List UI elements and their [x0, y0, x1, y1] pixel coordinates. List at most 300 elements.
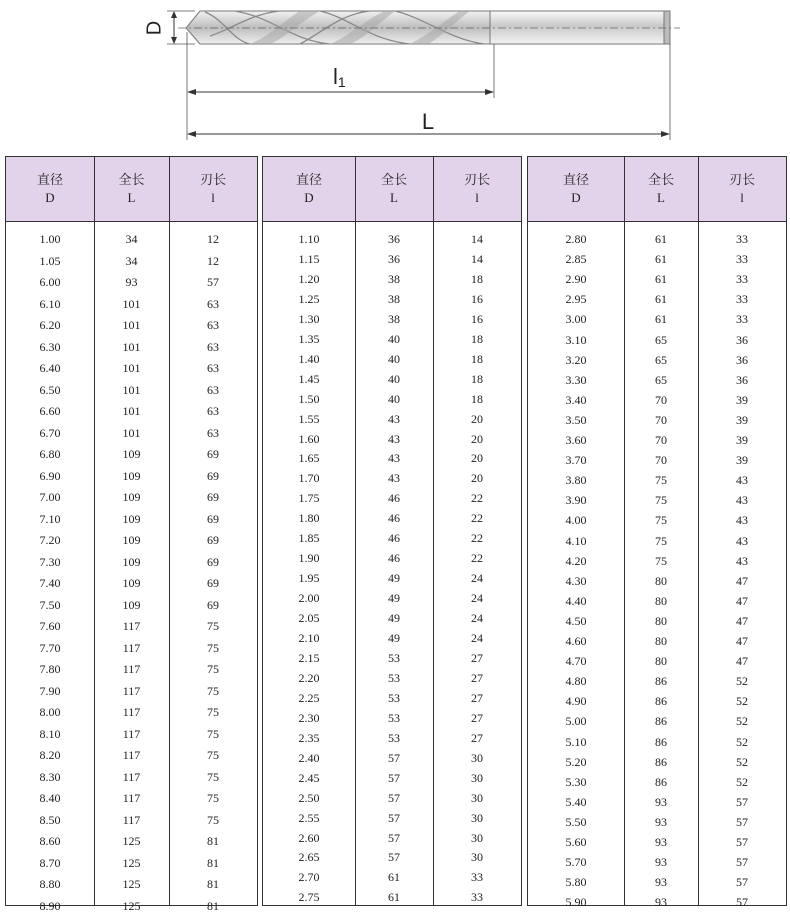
- overall-length-cell: 109: [122, 554, 141, 569]
- overall-length-cell: 117: [122, 619, 141, 633]
- overall-length-cell: 46: [388, 531, 400, 546]
- diameter-cell: 6.10: [39, 296, 61, 311]
- flute-length-cell: 75: [207, 619, 219, 633]
- header-col1: [6, 157, 94, 221]
- diameter-cell: 3.20: [565, 352, 587, 367]
- flute-length-cell: 39: [736, 412, 748, 427]
- diameter-cell: 7.30: [39, 554, 61, 569]
- flute-length-cell: 69: [207, 468, 219, 483]
- diameter-cell: 7.90: [39, 683, 61, 698]
- diameter-cell: 1.10: [298, 232, 320, 246]
- overall-length-cell: 75: [655, 553, 667, 568]
- diameter-cell: 6.90: [39, 468, 61, 483]
- diameter-cell: 5.50: [565, 814, 587, 829]
- header-symbol: D: [571, 190, 581, 205]
- diameter-cell: 2.85: [565, 252, 587, 267]
- overall-length-cell: 101: [122, 404, 141, 418]
- overall-length-cell: 86: [655, 694, 667, 709]
- flute-length-cell: 52: [736, 774, 748, 789]
- diameter-cell: 8.80: [39, 877, 61, 891]
- overall-length-cell: 117: [122, 662, 141, 676]
- overall-length-cell: 109: [122, 490, 141, 504]
- overall-length-cell: 75: [655, 533, 667, 548]
- flute-length-cell: 52: [736, 694, 748, 709]
- flute-length-cell: 30: [471, 770, 483, 785]
- diameter-cell: 2.15: [298, 650, 320, 665]
- flute-length-cell: 43: [736, 553, 748, 568]
- header-label: 直径: [295, 172, 322, 187]
- flute-length-cell: 52: [736, 714, 748, 729]
- flute-length-cell: 30: [471, 830, 483, 845]
- diameter-cell: 3.10: [565, 332, 587, 347]
- flute-length-cell: 57: [736, 835, 748, 849]
- overall-length-cell: 93: [655, 895, 667, 910]
- overall-length-cell: 53: [388, 650, 400, 665]
- overall-length-cell: 49: [388, 571, 400, 586]
- overall-length-cell: 65: [655, 372, 667, 387]
- flute-length-cell: 63: [207, 296, 219, 311]
- flute-length-cell: 27: [471, 730, 483, 745]
- header-col3: [698, 157, 786, 221]
- diameter-cell: 1.95: [298, 571, 320, 586]
- header-label: 直径: [562, 172, 589, 187]
- overall-length-cell: 117: [122, 748, 141, 762]
- flute-length-cell: 52: [736, 754, 748, 769]
- flute-length-cell: 30: [471, 750, 483, 765]
- flute-length-cell: 33: [471, 890, 483, 905]
- diameter-cell: 7.00: [39, 490, 61, 504]
- overall-length-cell: 109: [122, 468, 141, 483]
- overall-length-cell: 53: [388, 730, 400, 745]
- diameter-cell: 8.30: [39, 769, 61, 784]
- diameter-cell: 8.00: [39, 705, 61, 719]
- overall-length-cell: 109: [122, 447, 141, 461]
- diameter-cell: 2.20: [298, 670, 320, 685]
- flute-length-cell: 39: [736, 433, 748, 447]
- overall-length-cell: 101: [122, 339, 141, 354]
- flute-length-cell: 27: [471, 670, 483, 685]
- diameter-cell: 3.50: [565, 412, 587, 427]
- diameter-cell: 1.25: [298, 291, 320, 306]
- diameter-cell: 7.70: [39, 640, 61, 655]
- diameter-cell: 1.15: [298, 251, 320, 266]
- flute-length-cell: 33: [736, 232, 748, 246]
- overall-length-cell: 93: [125, 275, 138, 289]
- overall-length-cell: 70: [655, 412, 667, 427]
- overall-length-cell: 61: [388, 890, 400, 905]
- dimension-l1-label: l1: [333, 64, 346, 90]
- flute-length-cell: 33: [736, 292, 748, 307]
- flute-length-cell: 14: [471, 232, 483, 246]
- flute-length-cell: 18: [471, 331, 483, 346]
- flute-length-cell: 69: [207, 597, 219, 612]
- flute-length-cell: 81: [207, 898, 219, 913]
- header-col1: [528, 157, 624, 221]
- overall-length-cell: 80: [655, 634, 667, 648]
- flute-length-cell: 57: [736, 855, 748, 870]
- overall-length-cell: 80: [655, 613, 667, 628]
- flute-length-cell: 27: [471, 710, 483, 725]
- column-divider: [624, 157, 625, 905]
- overall-length-cell: 86: [655, 754, 667, 769]
- overall-length-cell: 75: [655, 473, 667, 488]
- flute-length-cell: 14: [471, 251, 483, 266]
- flute-length-cell: 18: [471, 271, 483, 286]
- flute-length-cell: 57: [736, 814, 748, 829]
- diameter-cell: 2.70: [298, 870, 320, 885]
- overall-length-cell: 117: [122, 769, 141, 784]
- flute-length-cell: 75: [207, 662, 219, 676]
- overall-length-cell: 46: [388, 511, 400, 526]
- diameter-cell: 7.20: [39, 533, 61, 547]
- overall-length-cell: 101: [122, 425, 141, 440]
- diameter-cell: 3.90: [565, 493, 587, 508]
- flute-length-cell: 36: [736, 372, 748, 387]
- overall-length-cell: 34: [125, 253, 138, 268]
- overall-length-cell: 40: [388, 391, 400, 406]
- overall-length-cell: 70: [655, 392, 667, 407]
- flute-length-cell: 47: [736, 573, 748, 588]
- flute-length-cell: 63: [207, 361, 219, 375]
- overall-length-cell: 57: [388, 770, 400, 785]
- flute-length-cell: 36: [736, 352, 748, 367]
- flute-length-cell: 75: [207, 748, 219, 762]
- flute-length-cell: 52: [736, 674, 748, 689]
- overall-length-cell: 117: [122, 705, 141, 719]
- diameter-cell: 1.40: [298, 351, 320, 366]
- diameter-cell: 6.50: [39, 382, 61, 397]
- overall-length-cell: 40: [388, 351, 400, 366]
- overall-length-cell: 43: [388, 471, 400, 486]
- flute-length-cell: 75: [207, 640, 219, 655]
- table-header: [263, 157, 521, 222]
- overall-length-cell: 117: [122, 683, 141, 698]
- overall-length-cell: 46: [388, 491, 400, 506]
- diameter-cell: 8.90: [39, 898, 61, 913]
- diameter-cell: 4.20: [565, 553, 587, 568]
- diameter-cell: 2.00: [298, 591, 320, 606]
- overall-length-cell: 86: [655, 734, 667, 749]
- overall-length-cell: 86: [655, 674, 667, 689]
- diameter-cell: 4.10: [565, 533, 587, 548]
- diameter-cell: 1.00: [39, 232, 61, 246]
- diameter-cell: 6.00: [39, 275, 61, 289]
- diameter-cell: 6.60: [39, 404, 61, 418]
- diameter-cell: 1.50: [298, 391, 320, 406]
- flute-length-cell: 24: [471, 631, 483, 645]
- overall-length-cell: 57: [388, 830, 400, 845]
- overall-length-cell: 80: [655, 654, 667, 669]
- overall-length-cell: 93: [655, 835, 667, 849]
- flute-length-cell: 43: [736, 533, 748, 548]
- header-symbol: l: [475, 190, 479, 205]
- header-col3: [433, 157, 521, 221]
- flute-length-cell: 81: [207, 855, 219, 870]
- flute-length-cell: 52: [736, 734, 748, 749]
- overall-length-cell: 40: [388, 371, 400, 386]
- overall-length-cell: 80: [655, 593, 667, 608]
- diameter-cell: 1.85: [298, 531, 320, 546]
- flute-length-cell: 22: [471, 531, 483, 546]
- overall-length-cell: 46: [388, 551, 400, 566]
- flute-length-cell: 75: [207, 791, 219, 805]
- header-col2: [94, 157, 169, 221]
- overall-length-cell: 61: [655, 232, 667, 246]
- flute-length-cell: 24: [471, 571, 483, 586]
- overall-length-cell: 86: [655, 774, 667, 789]
- diameter-cell: 1.65: [298, 451, 320, 466]
- overall-length-cell: 65: [655, 332, 667, 347]
- diameter-cell: 4.50: [565, 613, 587, 628]
- diameter-cell: 6.30: [39, 339, 61, 354]
- header-col2: [624, 157, 698, 221]
- overall-length-cell: 109: [122, 597, 141, 612]
- flute-length-cell: 20: [471, 411, 483, 426]
- overall-length-cell: 125: [122, 855, 141, 870]
- overall-length-cell: 86: [655, 714, 667, 729]
- overall-length-cell: 53: [388, 690, 400, 705]
- overall-length-cell: 36: [388, 251, 400, 266]
- header-label: 刃长: [199, 172, 226, 187]
- overall-length-cell: 61: [655, 292, 667, 307]
- header-label: 直径: [36, 172, 63, 187]
- flute-length-cell: 24: [471, 591, 483, 606]
- drill-shank: [490, 11, 668, 44]
- flute-length-cell: 24: [471, 611, 483, 626]
- overall-length-cell: 43: [388, 451, 400, 466]
- header-symbol: l: [211, 190, 215, 205]
- diameter-cell: 5.60: [565, 835, 587, 849]
- flute-length-cell: 69: [207, 447, 219, 461]
- overall-length-cell: 70: [655, 433, 667, 447]
- diameter-cell: 2.75: [298, 890, 320, 905]
- diameter-cell: 6.70: [39, 425, 61, 440]
- overall-length-cell: 125: [122, 834, 141, 848]
- diameter-cell: 4.60: [565, 634, 587, 648]
- dimension-D-label: D: [143, 20, 166, 36]
- diameter-cell: 5.90: [565, 895, 587, 910]
- header-symbol: D: [45, 190, 55, 205]
- flute-length-cell: 36: [736, 332, 748, 347]
- diameter-cell: 2.05: [298, 611, 320, 626]
- diameter-cell: 5.40: [565, 794, 587, 809]
- overall-length-cell: 49: [388, 611, 400, 626]
- drill-bit-diagram: [0, 0, 790, 150]
- table-header: [528, 157, 786, 222]
- overall-length-cell: 61: [655, 272, 667, 287]
- flute-length-cell: 63: [207, 318, 219, 332]
- flute-length-cell: 81: [207, 834, 219, 848]
- flute-length-cell: 47: [736, 593, 748, 608]
- overall-length-cell: 93: [655, 855, 667, 870]
- diameter-cell: 7.40: [39, 576, 61, 590]
- diameter-cell: 1.35: [298, 331, 320, 346]
- overall-length-cell: 101: [122, 296, 141, 311]
- overall-length-cell: 57: [388, 750, 400, 765]
- flute-length-cell: 69: [207, 511, 219, 526]
- flute-length-cell: 18: [471, 351, 483, 366]
- overall-length-cell: 109: [122, 511, 141, 526]
- diameter-cell: 2.40: [298, 750, 320, 765]
- drill-shank-end: [664, 11, 670, 44]
- table-header: [6, 157, 257, 222]
- overall-length-cell: 61: [655, 252, 667, 267]
- flute-length-cell: 81: [207, 877, 219, 891]
- overall-length-cell: 40: [388, 331, 400, 346]
- flute-length-cell: 16: [471, 291, 483, 306]
- flute-length-cell: 22: [471, 511, 483, 526]
- diameter-cell: 6.80: [39, 447, 61, 461]
- overall-length-cell: 75: [655, 493, 667, 508]
- overall-length-cell: 109: [122, 576, 141, 590]
- overall-length-cell: 34: [125, 232, 138, 246]
- overall-length-cell: 43: [388, 431, 400, 446]
- flute-length-cell: 33: [471, 870, 483, 885]
- flute-length-cell: 27: [471, 650, 483, 665]
- diameter-cell: 3.30: [565, 372, 587, 387]
- header-symbol: l: [740, 190, 744, 205]
- flute-length-cell: 69: [207, 533, 219, 547]
- diameter-cell: 6.20: [39, 318, 61, 332]
- overall-length-cell: 57: [388, 850, 400, 865]
- header-col1: [263, 157, 355, 221]
- overall-length-cell: 125: [122, 898, 141, 913]
- flute-length-cell: 33: [736, 252, 748, 267]
- overall-length-cell: 57: [388, 810, 400, 825]
- diameter-cell: 5.00: [565, 714, 587, 729]
- flute-length-cell: 12: [207, 232, 219, 246]
- diameter-cell: 7.50: [39, 597, 61, 612]
- flute-length-cell: 75: [207, 812, 219, 827]
- overall-length-cell: 125: [122, 877, 141, 891]
- overall-length-cell: 117: [122, 726, 141, 741]
- flute-length-cell: 75: [207, 726, 219, 741]
- diameter-cell: 7.60: [39, 619, 61, 633]
- flute-length-cell: 16: [471, 311, 483, 326]
- diameter-cell: 2.95: [565, 292, 587, 307]
- overall-length-cell: 117: [122, 640, 141, 655]
- overall-length-cell: 57: [388, 790, 400, 805]
- overall-length-cell: 80: [655, 573, 667, 588]
- overall-length-cell: 53: [388, 710, 400, 725]
- diameter-cell: 1.20: [298, 271, 320, 286]
- diameter-cell: 2.25: [298, 690, 320, 705]
- header-label: 刃长: [463, 172, 490, 187]
- flute-length-cell: 30: [471, 850, 483, 865]
- diameter-cell: 1.45: [298, 371, 320, 386]
- diameter-cell: 4.80: [565, 674, 587, 689]
- flute-length-cell: 47: [736, 634, 748, 648]
- diameter-cell: 4.90: [565, 694, 587, 709]
- flute-length-cell: 22: [471, 491, 483, 506]
- diameter-cell: 5.10: [565, 734, 587, 749]
- diameter-cell: 5.80: [565, 875, 587, 890]
- overall-length-cell: 49: [388, 631, 400, 645]
- diameter-cell: 3.70: [565, 453, 587, 468]
- diameter-cell: 8.20: [39, 748, 61, 762]
- diameter-cell: 1.70: [298, 471, 320, 486]
- diameter-cell: 1.90: [298, 551, 320, 566]
- diameter-cell: 3.60: [565, 433, 587, 447]
- flute-length-cell: 69: [207, 490, 219, 504]
- overall-length-cell: 43: [388, 411, 400, 426]
- diameter-cell: 1.05: [39, 253, 61, 268]
- diameter-cell: 1.60: [298, 431, 320, 446]
- diameter-cell: 2.55: [298, 810, 320, 825]
- flute-length-cell: 75: [207, 705, 219, 719]
- diameter-cell: 7.10: [39, 511, 61, 526]
- overall-length-cell: 93: [655, 814, 667, 829]
- flute-length-cell: 33: [736, 312, 748, 327]
- dimension-L-label: L: [421, 109, 435, 134]
- flute-length-cell: 22: [471, 551, 483, 566]
- flute-length-cell: 47: [736, 613, 748, 628]
- flute-length-cell: 18: [471, 391, 483, 406]
- diameter-cell: 1.55: [298, 411, 320, 426]
- overall-length-cell: 93: [655, 794, 667, 809]
- diameter-cell: 3.40: [565, 392, 587, 407]
- diameter-cell: 8.50: [39, 812, 61, 827]
- flute-length-cell: 20: [471, 431, 483, 446]
- header-symbol: L: [127, 190, 136, 205]
- diameter-cell: 3.80: [565, 473, 587, 488]
- flute-length-cell: 63: [207, 425, 219, 440]
- diameter-cell: 2.45: [298, 770, 320, 785]
- overall-length-cell: 101: [122, 318, 141, 332]
- flute-length-cell: 63: [207, 404, 219, 418]
- flute-length-cell: 57: [736, 895, 748, 910]
- header-label: 全长: [647, 172, 674, 187]
- diameter-cell: 5.70: [565, 855, 587, 870]
- flute-length-cell: 69: [207, 576, 219, 590]
- spec-table-3: [527, 156, 787, 910]
- diameter-cell: 8.10: [39, 726, 61, 741]
- flute-length-cell: 12: [207, 253, 219, 268]
- overall-length-cell: 38: [388, 271, 400, 286]
- overall-length-cell: 109: [122, 533, 141, 547]
- diameter-cell: 6.40: [39, 361, 61, 375]
- flute-length-cell: 57: [736, 875, 748, 890]
- flute-length-cell: 39: [736, 453, 748, 468]
- diameter-cell: 8.40: [39, 791, 61, 805]
- overall-length-cell: 101: [122, 361, 141, 375]
- diameter-cell: 8.60: [39, 834, 61, 848]
- overall-length-cell: 117: [122, 812, 141, 827]
- overall-length-cell: 93: [655, 875, 667, 890]
- diameter-cell: 5.30: [565, 774, 587, 789]
- header-col3: [169, 157, 257, 221]
- spec-table-1: [5, 156, 258, 913]
- flute-length-cell: 63: [207, 382, 219, 397]
- diameter-cell: 4.30: [565, 573, 587, 588]
- flute-length-cell: 43: [736, 493, 748, 508]
- diameter-cell: 1.75: [298, 491, 320, 506]
- diameter-cell: 2.65: [298, 850, 320, 865]
- diameter-cell: 4.70: [565, 654, 587, 669]
- overall-length-cell: 49: [388, 591, 400, 606]
- diameter-cell: 2.60: [298, 830, 320, 845]
- overall-length-cell: 117: [122, 791, 141, 805]
- diameter-cell: 1.80: [298, 511, 320, 526]
- overall-length-cell: 53: [388, 670, 400, 685]
- flute-length-cell: 20: [471, 451, 483, 466]
- header-label: 全长: [118, 172, 145, 187]
- overall-length-cell: 70: [655, 453, 667, 468]
- header-symbol: L: [390, 190, 398, 205]
- flute-length-cell: 47: [736, 654, 748, 669]
- flute-length-cell: 18: [471, 371, 483, 386]
- overall-length-cell: 75: [655, 513, 667, 528]
